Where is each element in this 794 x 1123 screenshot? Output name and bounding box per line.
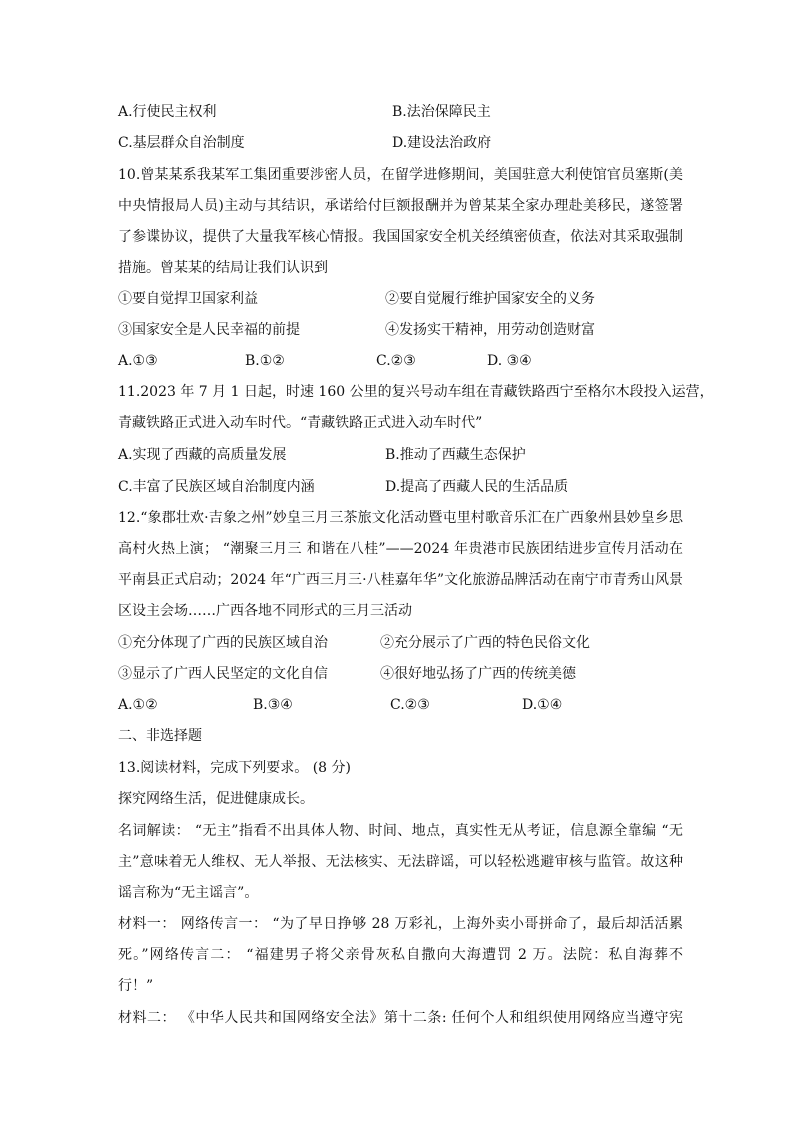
q10-option-a: A.①③ — [118, 353, 158, 369]
q10-statement: ①要自觉捍卫国家利益 — [118, 291, 258, 307]
q9-option-b: B.法治保障民主 — [392, 104, 491, 120]
q10-line: 措施。曾某某的结局让我们认识到 — [118, 260, 328, 276]
q13-line: 谣言称为“无主谣言”。 — [118, 885, 259, 901]
q12-statement: ③显示了广西人民坚定的文化自信 — [118, 666, 328, 682]
q13-theme: 探究网络生活，促进健康成长。 — [118, 791, 314, 807]
q13-line: 材料二： 《中华人民共和国网络安全法》第十二条: 任何个人和组织使用网络应当遵守宪 — [118, 1010, 683, 1026]
q10-option-c: C.②③ — [376, 353, 416, 369]
q12-line: 区设主会场……广西各地不同形式的三月三活动 — [118, 603, 412, 619]
q10-line: 了参谍协议，提供了大量我军核心情报。我国国家安全机关经缜密侦查，依法对其采取强制 — [118, 229, 683, 245]
q10-line: 中央情报局人员)主动与其结识，承诺给付巨额报酬并为曾某某全家办理赴美移民，遂签署 — [118, 198, 683, 214]
q12-line: 平南县正式启动；2024 年“广西三月三·八桂嘉年华”文化旅游品牌活动在南宁市青秀山风景 — [118, 572, 683, 588]
q12-line: 高村火热上演； “潮聚三月三 和谐在八桂”——2024 年贵港市民族团结进步宣传月活动在 — [118, 541, 683, 557]
q11-line: 青藏铁路正式进入动车时代。“青藏铁路正式进入动车时代” — [118, 415, 483, 431]
q12-option-b: B.③④ — [253, 697, 293, 713]
q9-option-a: A.行使民主权利 — [118, 104, 217, 120]
q11-option-b: B.推动了西藏生态保护 — [385, 447, 526, 463]
q12-option-a: A.①② — [118, 697, 158, 713]
q13-line: 名词解读： “无主”指看不出具体人物、时间、地点，真实性无从考证，信息源全靠编 “无 — [118, 823, 683, 839]
q9-option-d: D.建设法治政府 — [392, 135, 492, 151]
q12-statement: ②充分展示了广西的特色民俗文化 — [380, 635, 590, 651]
q12-line: 12.“象郡壮欢·吉象之州”妙皇三月三茶旅文化活动暨屯里村歌音乐汇在广西象州县妙皇乡思 — [118, 510, 683, 526]
q9-option-c: C.基层群众自治制度 — [118, 135, 245, 151]
q13-header: 13.阅读材料，完成下列要求。 (8 分) — [118, 760, 351, 776]
q12-option-d: D.①④ — [522, 697, 563, 713]
q10-statement: ③国家安全是人民幸福的前提 — [118, 322, 300, 338]
q12-statement: ④很好地弘扬了广西的传统美德 — [380, 666, 576, 682]
q11-line: 11.2023 年 7 月 1 日起，时速 160 公里的复兴号动车组在青藏铁路西宁至格尔木段投入运营， — [118, 384, 714, 400]
q13-line: 材料一： 网络传言一： “为了早日挣够 28 万彩礼，上海外卖小哥拼命了，最后却活活累 — [118, 916, 683, 932]
section-title: 二、非选择题 — [118, 728, 202, 744]
q11-option-d: D.提高了西藏人民的生活品质 — [385, 479, 569, 495]
q13-line: 行！” — [118, 978, 154, 994]
q12-option-c: C.②③ — [390, 697, 430, 713]
q10-option-d: D. ③④ — [487, 353, 532, 369]
q10-statement: ②要自觉履行维护国家安全的义务 — [385, 291, 595, 307]
q11-option-a: A.实现了西藏的高质量发展 — [118, 447, 287, 463]
q11-option-c: C.丰富了民族区域自治制度内涵 — [118, 479, 315, 495]
q10-statement: ④发扬实干精神，用劳动创造财富 — [385, 322, 595, 338]
q13-line: 主”意味着无人维权、无人举报、无法核实、无法辟谣，可以轻松逃避审核与监管。故这种 — [118, 854, 683, 870]
q12-statement: ①充分体现了广西的民族区域自治 — [118, 635, 328, 651]
q13-line: 死。”网络传言二： “福建男子将父亲骨灰私自撒向大海遭罚 2 万。法院：私自海葬不 — [118, 947, 683, 963]
q10-line: 10.曾某某系我某军工集团重要涉密人员，在留学进修期间，美国驻意大利使馆官员塞斯(美 — [118, 167, 683, 183]
q10-option-b: B.①② — [245, 353, 285, 369]
